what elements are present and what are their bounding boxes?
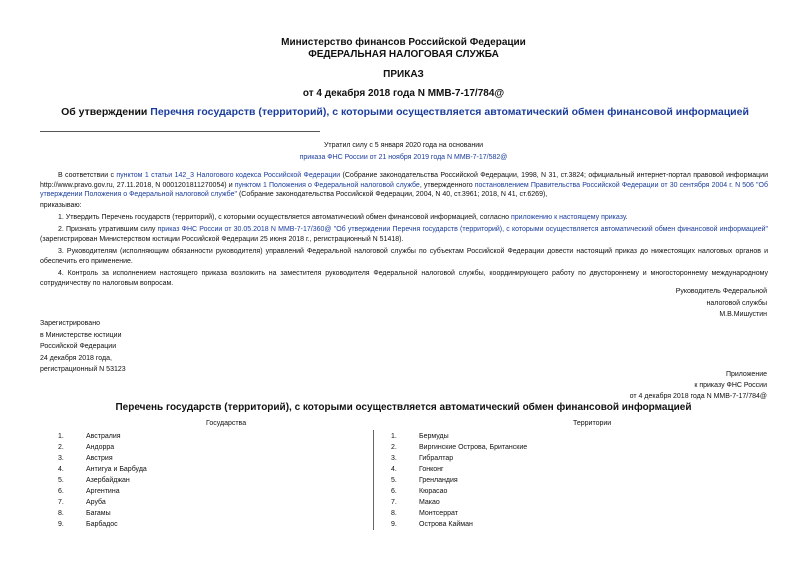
item-number: 9. xyxy=(58,521,64,528)
signature-name: М.В.Мишустин xyxy=(719,311,767,318)
registration-line: Российской Федерации xyxy=(40,343,117,350)
repealed-order-link[interactable]: приказ ФНС России от 30.05.2018 N ММВ-7-17/360@ "Об утверждении Перечня государств (территорий), с которыми осуществляется автоматический обмен финансовой информацией" xyxy=(157,226,768,233)
item-number: 7. xyxy=(391,499,397,506)
item-name: Виргинские Острова, Британские xyxy=(419,444,528,451)
status-note-link[interactable]: приказа ФНС России от 21 ноября 2019 года N ММВ-7-17/582@ xyxy=(299,154,508,161)
tax-code-link[interactable]: пунктом 1 статьи 142_3 Налогового кодекса Российской Федерации xyxy=(116,172,341,179)
item-1 xyxy=(40,213,768,223)
item-number: 2. xyxy=(391,444,397,451)
fns-regulation-link[interactable]: пунктом 1 Положения о Федеральной налоговой службе xyxy=(234,181,420,189)
item-name: Кюрасао xyxy=(419,488,448,495)
item-number: 8. xyxy=(58,510,64,517)
item-4: 4. Контроль за исполнением настоящего приказа возложить на заместителя руководителя Федеральной налоговой службы, координирующего работу по двустороннему и многостороннему международному сотрудничеству по налоговым вопросам. xyxy=(40,270,768,287)
item-number: 8. xyxy=(391,510,397,517)
item-name: Барбадос xyxy=(86,521,118,528)
signature-line: налоговой службы xyxy=(706,299,767,307)
registration-line: Зарегистрировано xyxy=(40,320,100,327)
item-number: 5. xyxy=(58,477,64,484)
item-name: Монтсеррат xyxy=(419,510,458,517)
item-number: 3. xyxy=(391,455,397,462)
preamble-text: В соответствии с xyxy=(58,172,117,179)
item-name: Острова Кайман xyxy=(419,521,473,528)
government-resolution-link[interactable]: постановлением Правительства Российской Федерации от 30 сентября 2004 г. N 506 "Об утверждении Положения о Федеральной налоговой службе" xyxy=(40,181,768,199)
ministry-name: Министерство финансов Российской Федерации xyxy=(281,37,526,48)
item-name: Антигуа и Барбуда xyxy=(86,466,147,473)
item-name: Аруба xyxy=(86,499,106,506)
order-word: приказываю: xyxy=(40,202,82,209)
item-number: 6. xyxy=(58,488,64,495)
registration-line: 24 декабря 2018 года, xyxy=(40,354,112,362)
territories-column-header: Территории xyxy=(573,420,612,427)
item-number: 9. xyxy=(391,521,397,528)
item-2 xyxy=(40,225,768,244)
item-name: Андорра xyxy=(86,444,115,451)
item-text: . xyxy=(625,214,628,221)
appendix-link[interactable]: приложению к настоящему приказу xyxy=(510,214,626,221)
item-number: 2. xyxy=(58,444,64,451)
item-number: 1. xyxy=(58,433,64,440)
item-name: Австралия xyxy=(86,433,121,440)
item-text: 1. Утвердить Перечень государств (территорий), с которыми осуществляется автоматический обмен финансовой информацией, согласно xyxy=(58,214,511,221)
status-note-line1: Утратил силу с 5 января 2020 года на основании xyxy=(323,142,484,149)
item-number: 5. xyxy=(391,477,397,484)
doc-title xyxy=(60,106,750,118)
states-column-header: Государства xyxy=(206,420,247,427)
item-number: 4. xyxy=(391,466,397,473)
registration-line: в Министерстве юстиции xyxy=(40,331,122,339)
preamble-text: (Собрание законодательства Российской Федерации, 2004, N 40, ст.3961; 2018, N 41, ст.6269), xyxy=(237,191,548,199)
item-number: 3. xyxy=(58,455,64,462)
item-name: Макао xyxy=(419,499,440,506)
doc-type: ПРИКАЗ xyxy=(383,69,424,80)
service-name: ФЕДЕРАЛЬНАЯ НАЛОГОВАЯ СЛУЖБА xyxy=(308,49,499,60)
doc-date-number: от 4 декабря 2018 года N ММВ-7-17/784@ xyxy=(302,88,505,99)
item-name: Австрия xyxy=(86,455,113,462)
appendix-line: от 4 декабря 2018 года N ММВ-7-17/784@ xyxy=(629,393,767,400)
item-number: 4. xyxy=(58,466,64,473)
item-name: Бермуды xyxy=(419,433,449,440)
item-3: 3. Руководителям (исполняющим обязанности руководителя) управлений Федеральной налоговой службы по субъектам Российской Федерации довести настоящий приказ до нижестоящих налоговых органов и обеспечить его применение. xyxy=(40,248,768,265)
item-number: 6. xyxy=(391,488,397,495)
item-name: Гибралтар xyxy=(419,455,454,462)
item-name: Аргентина xyxy=(86,488,120,495)
signature-line: Руководитель Федеральной xyxy=(675,288,767,295)
appendix-block xyxy=(507,369,767,402)
item-number: 7. xyxy=(58,499,64,506)
signature-block xyxy=(567,286,767,321)
title-link[interactable]: Перечня государств (территорий), с которыми осуществляется автоматический обмен финансовой информацией xyxy=(150,106,749,118)
item-name: Азербайджан xyxy=(86,477,130,484)
appendix-line: к приказу ФНС России xyxy=(694,382,767,389)
appendix-line: Приложение xyxy=(725,371,767,378)
item-name: Багамы xyxy=(86,510,111,517)
item-name: Гонконг xyxy=(419,466,444,473)
preamble-paragraph xyxy=(40,171,768,200)
column-divider xyxy=(373,430,374,530)
preamble-text: , утвержденного xyxy=(419,181,475,189)
item-text: (зарегистрирован Министерством юстиции Российской Федерации 25 июня 2018 г., регистрационный N 51418). xyxy=(40,235,404,243)
item-name: Гренландия xyxy=(419,477,458,484)
preamble-text: (Собрание законодательства Российской Федерации, 1998, N 31, ст.3824; официальный интернет-портал правовой информации http://www.pravo.gov.ru, 27.11.2018, N 0001201811270054) и xyxy=(40,172,769,189)
list-title: Перечень государств (территорий), с которыми осуществляется автоматический обмен финансовой информацией xyxy=(115,402,692,413)
registration-line: регистрационный N 53123 xyxy=(40,366,126,373)
registration-block xyxy=(40,318,240,376)
separator-line xyxy=(40,131,320,132)
title-prefix: Об утверждении xyxy=(61,106,151,118)
item-number: 1. xyxy=(391,433,397,440)
item-text: 2. Признать утратившим силу xyxy=(58,226,158,233)
